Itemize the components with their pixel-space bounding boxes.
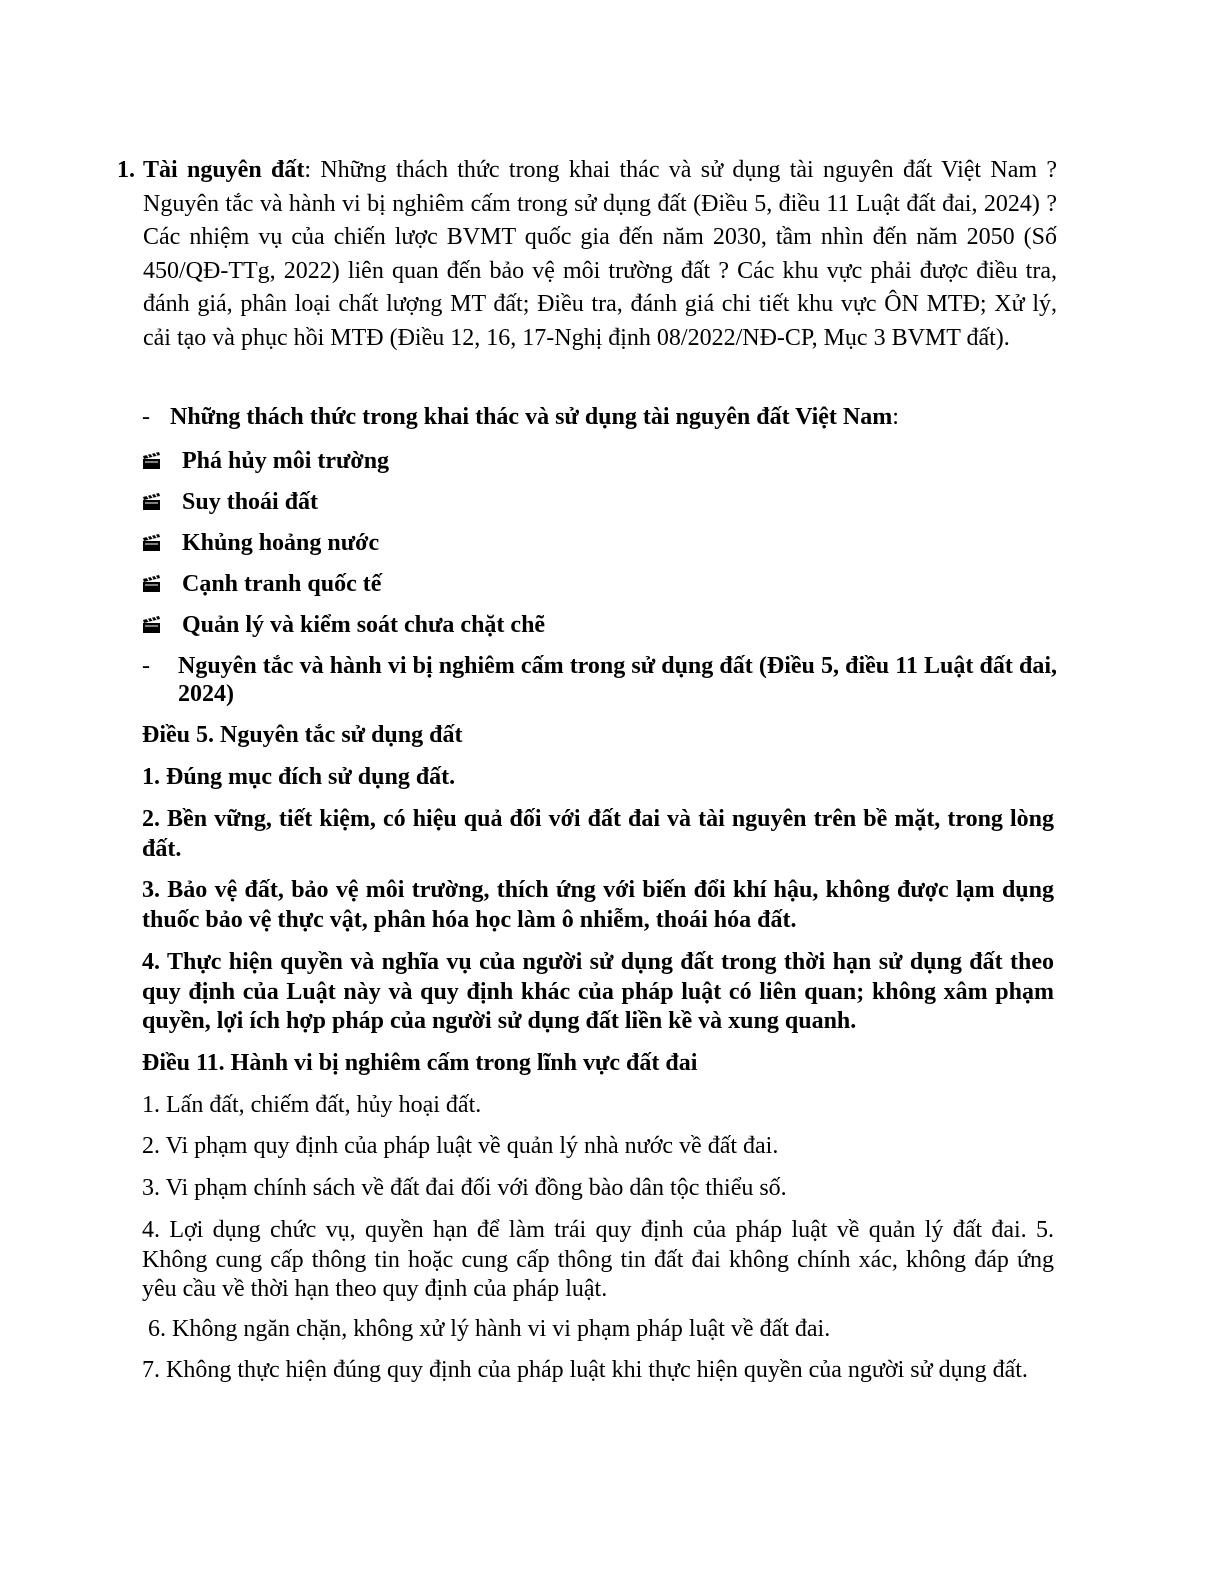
list-item	[142, 609, 1057, 650]
article-11-item: 1. Lấn đất, chiếm đất, hủy hoại đất.	[142, 1092, 482, 1118]
list-item	[142, 486, 1057, 527]
question-title: Tài nguyên đất	[143, 157, 305, 183]
clapperboard-icon	[142, 445, 182, 477]
challenges-heading	[142, 402, 1057, 432]
article-11-item: 4. Lợi dụng chức vụ, quyền hạn để làm trái quy định của pháp luật về quản lý đất đai. 5. Không cung cấp thông tin hoặc cung cấp thông tin đất đai không chính xác, không đáp ứng yêu cầu về thời hạn theo quy định của pháp luật.	[142, 1217, 1054, 1302]
list-item-text: Khủng hoảng nước	[182, 530, 380, 556]
list-item	[142, 445, 1057, 486]
article-11-title: Điều 11. Hành vi bị nghiêm cấm trong lĩnh vực đất đai	[142, 1050, 698, 1076]
article-11-item: 3. Vi phạm chính sách về đất đai đối với đồng bào dân tộc thiểu số.	[142, 1175, 787, 1201]
list-item-text: Cạnh tranh quốc tế	[182, 571, 382, 597]
clapperboard-icon	[142, 486, 182, 518]
question-text	[143, 154, 1057, 355]
list-item-text: Suy thoái đất	[182, 489, 319, 515]
principles-heading	[142, 652, 1057, 708]
challenges-heading-text: Những thách thức trong khai thác và sử dụng tài nguyên đất Việt Nam	[170, 404, 893, 430]
dash-marker: -	[142, 404, 150, 430]
list-item-text: Phá hủy môi trường	[182, 448, 390, 474]
challenges-heading-colon: :	[892, 404, 899, 430]
article-5-item: 4. Thực hiện quyền và nghĩa vụ của người sử dụng đất trong thời hạn sử dụng đất theo quy định của Luật này và quy định khác của pháp luật có liên quan; không xâm phạm quyền, lợi ích hợp pháp của người sử dụng đất liền kề và xung quanh.	[142, 949, 1054, 1034]
question-body: : Những thách thức trong khai thác và sử dụng tài nguyên đất Việt Nam ? Nguyên tắc và hành vi bị nghiêm cấm trong sử dụng đất (Điều 5, điều 11 Luật đất đai, 2024) ? Các nhiệm vụ của chiến lược BVMT quốc gia đến năm 2030, tầm nhìn đến năm 2050 (Số 450/QĐ-TTg, 2022) liên quan đến bảo vệ môi trường đất ? Các khu vực phải được điều tra, đánh giá, phân loại chất lượng MT đất; Điều tra, đánh giá chi tiết khu vực ÔN MTĐ; Xử lý, cải tạo và phục hồi MTĐ (Điều 12, 16, 17-Nghị định 08/2022/NĐ-CP, Mục 3 BVMT đất).	[143, 157, 1057, 351]
article-11-item: 7. Không thực hiện đúng quy định của pháp luật khi thực hiện quyền của người sử dụng đất.	[142, 1357, 1028, 1383]
question-block	[117, 154, 1057, 355]
article-5-item: 3. Bảo vệ đất, bảo vệ môi trường, thích ứng với biến đổi khí hậu, không được lạm dụng thuốc bảo vệ thực vật, phân hóa học làm ô nhiễm, thoái hóa đất.	[142, 877, 1054, 933]
article-11-item: 6. Không ngăn chặn, không xử lý hành vi vi phạm pháp luật về đất đai.	[142, 1316, 831, 1342]
article-5-item: 1. Đúng mục đích sử dụng đất.	[142, 764, 456, 790]
list-item	[142, 568, 1057, 609]
challenges-list	[142, 445, 1057, 650]
article-5-title: Điều 5. Nguyên tắc sử dụng đất	[142, 722, 463, 748]
list-item-text: Quản lý và kiểm soát chưa chặt chẽ	[182, 612, 546, 638]
article-5-item: 2. Bền vững, tiết kiệm, có hiệu quả đối với đất đai và tài nguyên trên bề mặt, trong lòng đất.	[142, 806, 1054, 862]
dash-marker: -	[142, 653, 150, 679]
clapperboard-icon	[142, 568, 182, 600]
clapperboard-icon	[142, 609, 182, 641]
principles-heading-text: Nguyên tắc và hành vi bị nghiêm cấm trong sử dụng đất (Điều 5, điều 11 Luật đất đai, 2024)	[178, 653, 1057, 707]
article-11-item: 2. Vi phạm quy định của pháp luật về quản lý nhà nước về đất đai.	[142, 1133, 779, 1159]
list-item	[142, 527, 1057, 568]
question-number: 1.	[117, 157, 135, 183]
clapperboard-icon	[142, 527, 182, 559]
